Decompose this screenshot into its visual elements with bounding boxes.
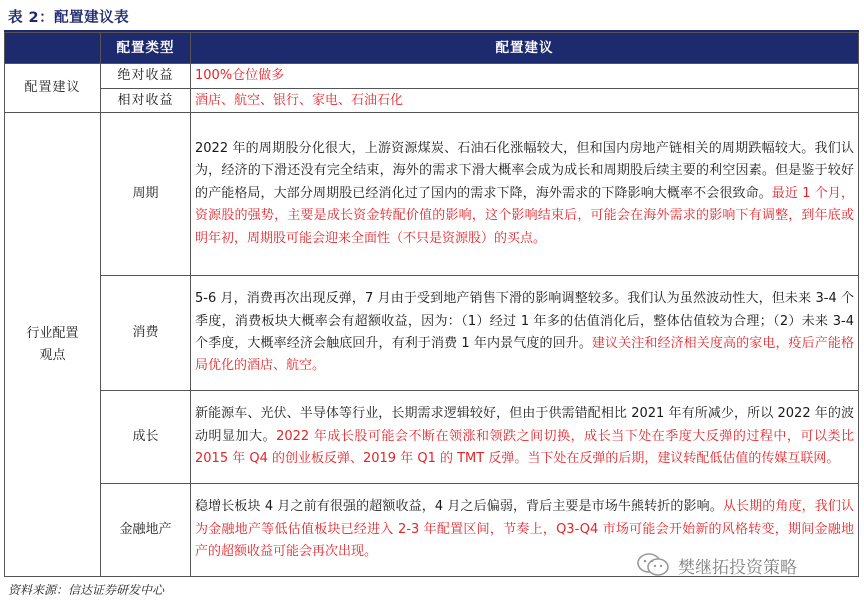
source-note: 资料来源：信达证券研发中心	[8, 583, 165, 597]
allocation-table	[4, 32, 859, 577]
watermark-text: 樊继拓投资策略	[678, 557, 797, 578]
type-absolute-return: 绝对收益	[101, 64, 191, 89]
text-cyclical	[191, 113, 859, 276]
type-financial-realestate: 金融地产	[101, 484, 191, 577]
text-growth	[191, 391, 859, 484]
table-row	[5, 391, 859, 484]
watermark	[636, 552, 797, 578]
text-financial-highlight: 从长期的角度，我们认为金融地产等低估值板块已经进入 2-3 年配置区间，节奏上，Q3-Q4 市场可能会开始新的风格转变，期间金融地产的超额收益可能会再次出现。	[195, 499, 854, 560]
header-blank	[5, 33, 101, 64]
type-relative-return: 相对收益	[101, 88, 191, 113]
value-relative-return: 酒店、航空、银行、家电、石油石化	[191, 88, 859, 113]
header-row	[5, 33, 859, 64]
category-industry-label: 行业配置观点	[26, 325, 79, 363]
table-row	[5, 88, 859, 113]
text-cyclical-highlight: 最近 1 个月，资源股的强势，主要是成长资金转配价值的影响，这个影响结束后，可能会在海外需求的影响下有调整，到年底或明年初，周期股可能会迎来全面性（不只是资源股）的买点。	[195, 185, 854, 246]
text-consumer-main: 5-6 月，消费再次出现反弹，7 月由于受到地产销售下滑的影响调整较多。我们认为虽然波动性大，但未来 3-4 个季度，消费板块大概率会有超额收益，因为：（1）经过 1 年多的估值消化后，整体估值较为合理；（2）未来 3-4 个季度，大概率经济会触底回升，有利于消费 1 年内景气度的回升。	[195, 291, 854, 351]
text-financial-main: 稳增长板块 4 月之前有很强的超额收益，4 月之后偏弱，背后主要是市场牛熊转折的影响。	[195, 499, 723, 515]
table-row	[5, 276, 859, 391]
text-growth-main: 新能源车、光伏、半导体等行业，长期需求逻辑较好，但由于供需错配相比 2021 年有所减少，所以 2022 年的波动明显加大。	[195, 406, 854, 444]
category-industry	[5, 113, 101, 577]
table-caption: 表 2：配置建议表	[8, 10, 130, 26]
text-growth-highlight: 2022 年成长股可能会不断在领涨和领跌之间切换，成长当下处在季度大反弹的过程中，可以类比 2015 年 Q4 的创业板反弹、2019 年 Q1 的 TMT 反弹。当下处在反弹的后期，建议转配低估值的传媒互联网。	[195, 428, 854, 467]
value-absolute-return: 100%仓位做多	[191, 64, 859, 89]
type-cyclical: 周期	[101, 113, 191, 276]
table-row	[5, 64, 859, 89]
category-allocation: 配置建议	[5, 64, 101, 113]
wechat-icon	[636, 552, 670, 578]
table-row	[5, 113, 859, 276]
type-consumer: 消费	[101, 276, 191, 391]
text-consumer	[191, 276, 859, 391]
type-growth: 成长	[101, 391, 191, 484]
header-type: 配置类型	[101, 33, 191, 64]
text-consumer-highlight: 建议关注和经济相关度高的家电，疫后产能格局优化的酒店、航空。	[195, 336, 854, 374]
text-cyclical-main: 2022 年的周期股分化很大，上游资源煤炭、石油石化涨幅较大，但和国内房地产链相关的周期跌幅较大。我们认为，经济的下滑还没有完全结束，海外的需求下滑大概率会成为成长和周期股后续主要的利空因素。但是鉴于较好的产能格局，大部分周期股已经消化过了国内的需求下降，海外需求的下降影响大概率不会很致命。	[195, 140, 854, 201]
header-advice: 配置建议	[191, 33, 859, 64]
